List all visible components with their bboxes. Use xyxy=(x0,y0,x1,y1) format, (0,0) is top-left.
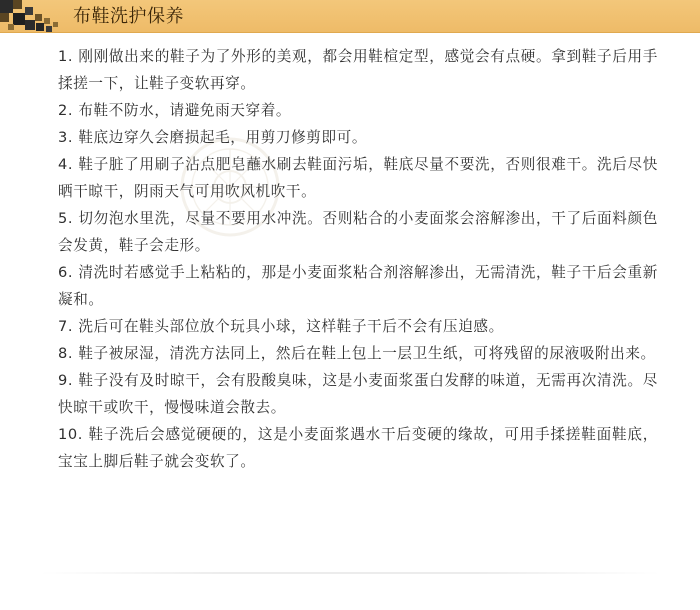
list-item: 3. 鞋底边穿久会磨损起毛，用剪刀修剪即可。 xyxy=(58,129,368,146)
list-item: 8. 鞋子被尿湿，清洗方法同上，然后在鞋上包上一层卫生纸，可将残留的尿液吸附出来。 xyxy=(58,345,656,362)
list-item: 9. 鞋子没有及时晾干，会有股酸臭味，这是小麦面浆蛋白发酵的味道，无需再次清洗。尽快晾干或吹干，慢慢味道会散去。 xyxy=(58,372,658,416)
mosaic-logo-icon xyxy=(0,0,62,33)
page-title: 布鞋洗护保养 xyxy=(73,6,184,27)
list-item: 10. 鞋子洗后会感觉硬硬的，这是小麦面浆遇水干后变硬的缘故，可用手揉搓鞋面鞋底，宝宝上脚后鞋子就会变软了。 xyxy=(58,426,658,470)
list-item: 7. 洗后可在鞋头部位放个玩具小球，这样鞋子干后不会有压迫感。 xyxy=(58,318,504,335)
list-item: 1. 刚刚做出来的鞋子为了外形的美观，都会用鞋楦定型，感觉会有点硬。拿到鞋子后用手揉搓一下，让鞋子变软再穿。 xyxy=(58,48,658,92)
list-item: 5. 切勿泡水里洗，尽量不要用水冲洗。否则粘合的小麦面浆会溶解渗出，干了后面料颜色会发黄，鞋子会走形。 xyxy=(58,210,658,254)
care-instructions-list xyxy=(58,43,658,475)
bottom-divider xyxy=(40,572,660,574)
list-item: 6. 清洗时若感觉手上粘粘的，那是小麦面浆粘合剂溶解渗出，无需清洗，鞋子干后会重新凝和。 xyxy=(58,264,658,308)
section-header xyxy=(0,0,700,33)
list-item: 2. 布鞋不防水，请避免雨天穿着。 xyxy=(58,102,292,119)
list-item: 4. 鞋子脏了用刷子沾点肥皂蘸水刷去鞋面污垢，鞋底尽量不要洗，否则很难干。洗后尽快晒干晾干，阴雨天气可用吹风机吹干。 xyxy=(58,156,658,200)
